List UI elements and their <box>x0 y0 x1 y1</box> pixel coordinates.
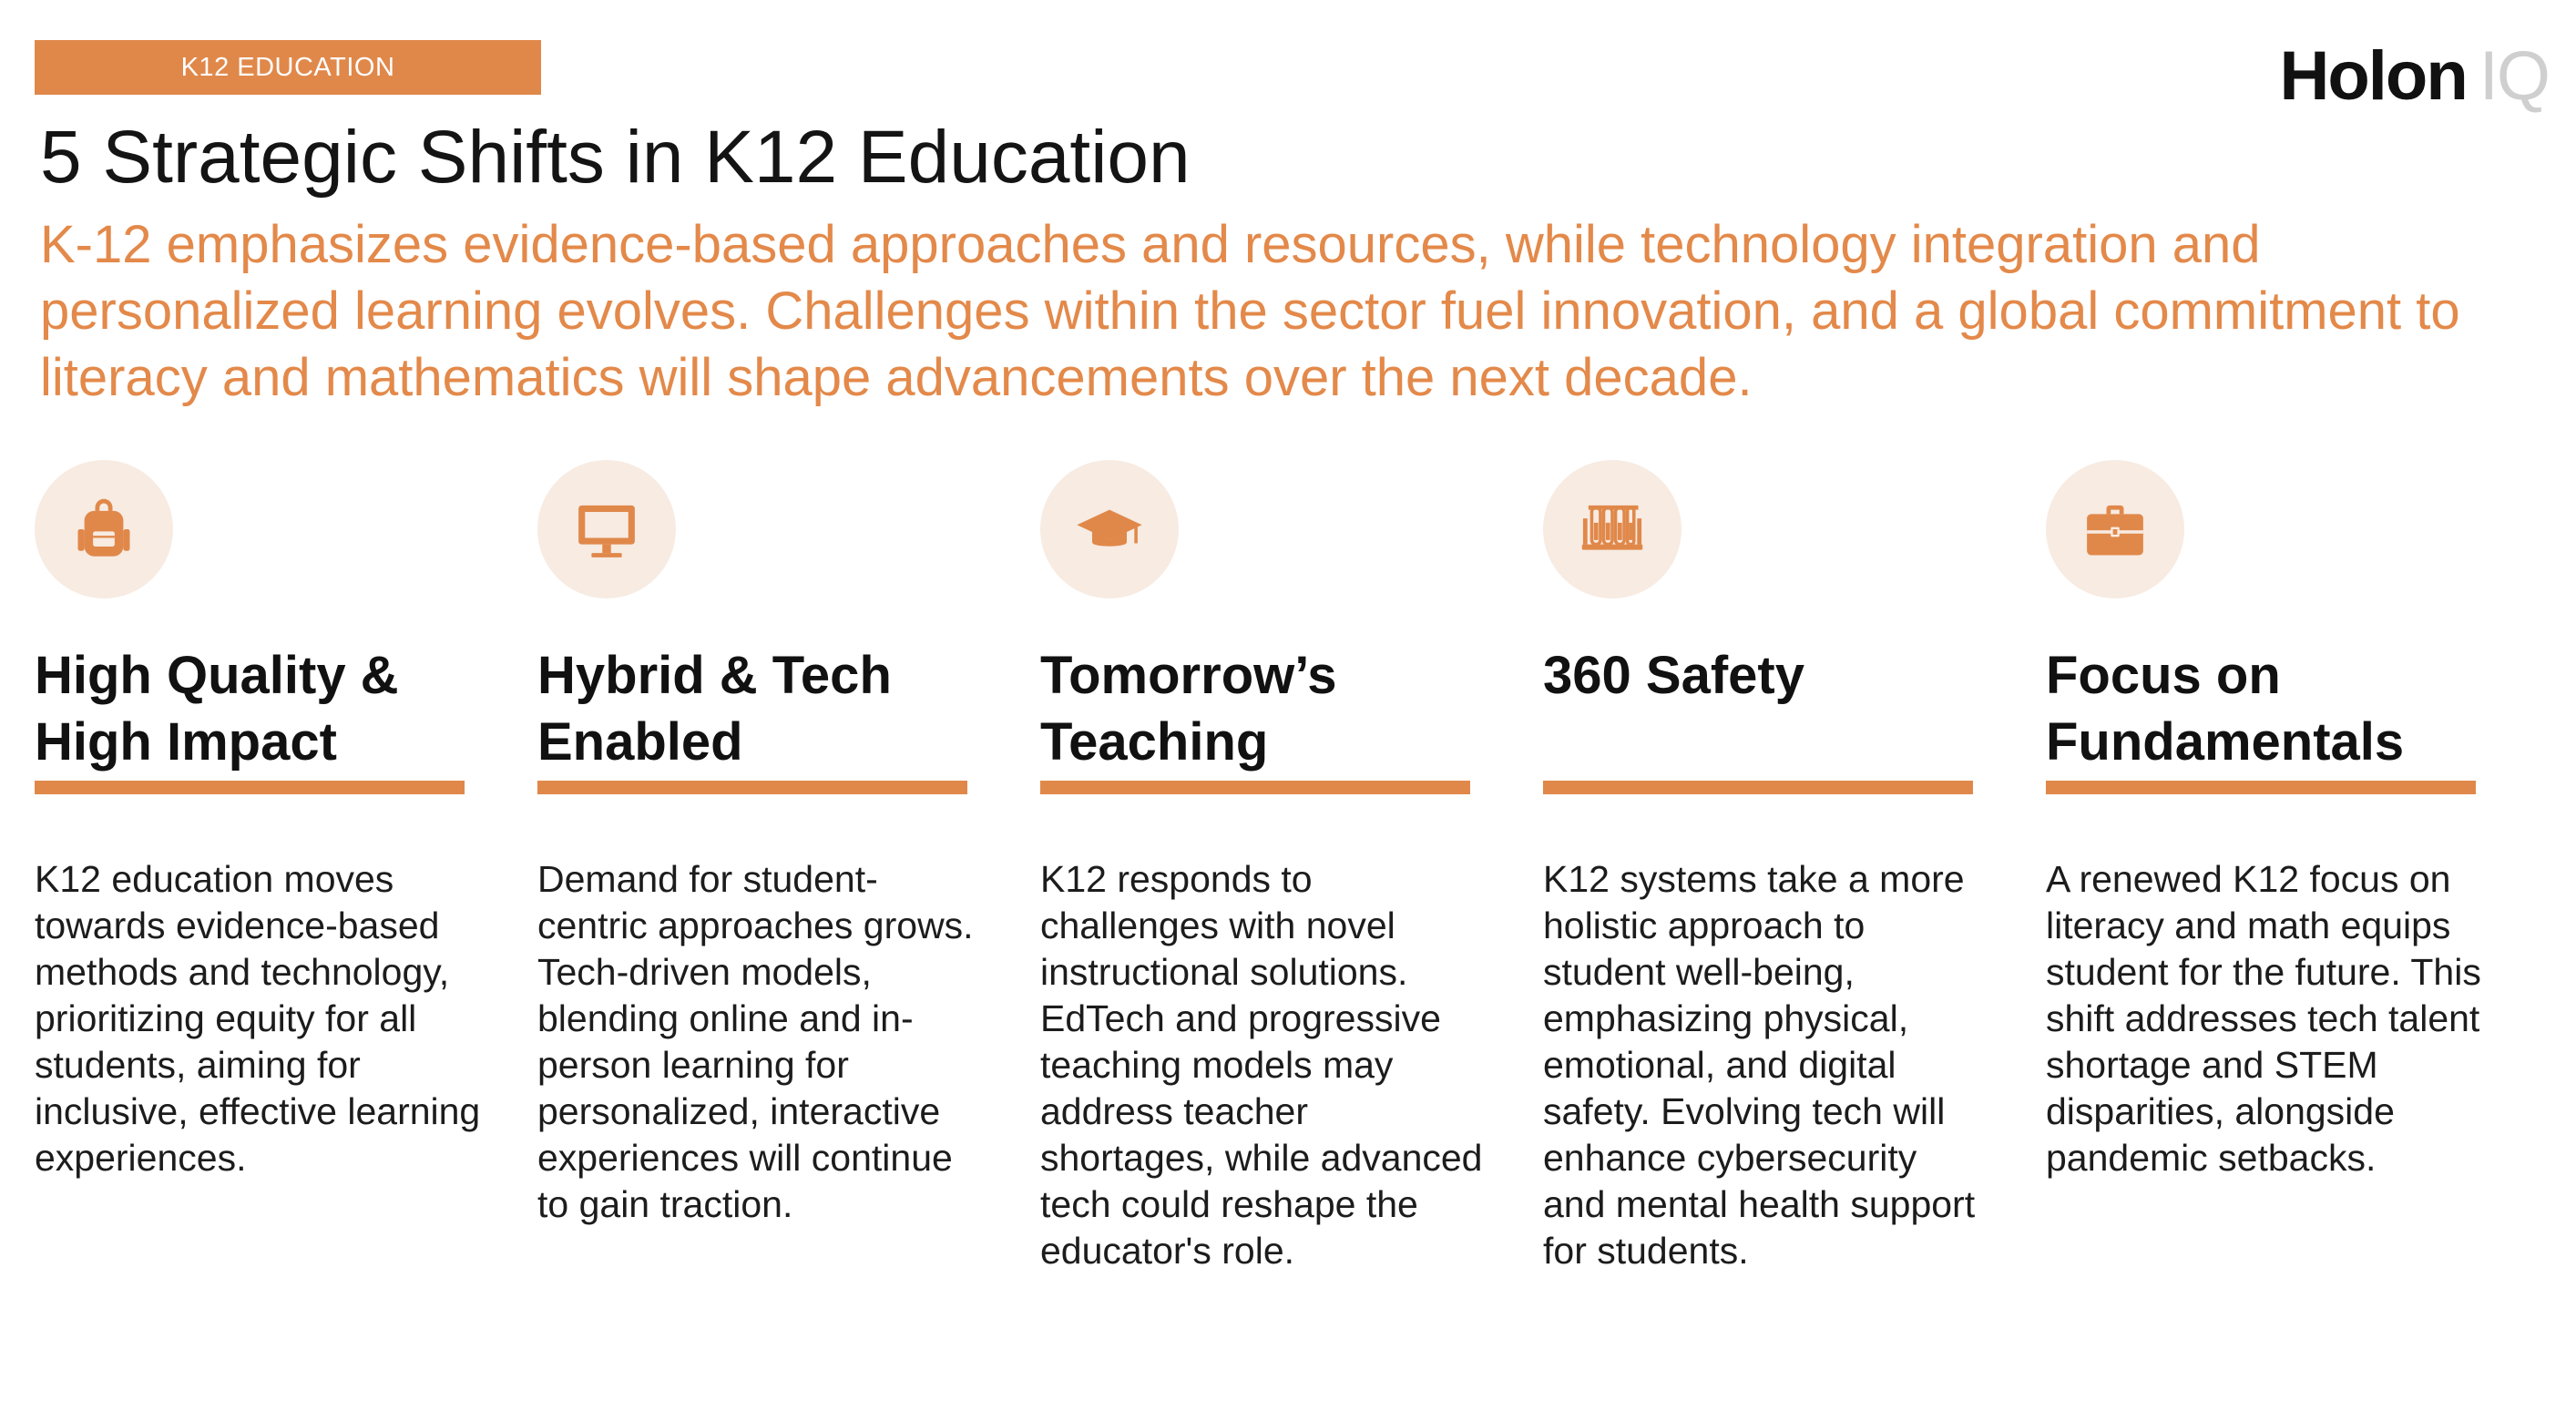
monitor-icon <box>572 495 641 564</box>
shift-description: A renewed K12 focus on literacy and math equips student for the future. This shift addresses tech talent shortage and STEM disparities, alongside pandemic setbacks. <box>2046 858 2481 1179</box>
shift-heading: 360 Safety <box>1543 646 1804 705</box>
briefcase-icon <box>2080 495 2150 564</box>
icon-circle <box>1543 460 1682 598</box>
shift-heading: High Quality & High Impact <box>35 646 399 772</box>
icon-circle <box>35 460 173 598</box>
logo-wordmark-iq: IQ <box>2479 37 2549 115</box>
backpack-icon <box>69 495 138 564</box>
test-tubes-icon <box>1578 495 1647 564</box>
heading-underline <box>35 781 465 794</box>
page-title: 5 Strategic Shifts in K12 Education <box>40 116 1191 199</box>
page-subtitle: K-12 emphasizes evidence-based approaches and resources, while technology integration and personalized learning evolves. Challenges within the sector fuel innovation, and a global commitment to literacy and mathematics will shape advancements over the next decade. <box>40 215 2460 407</box>
logo-wordmark-holon: Holon <box>2279 37 2467 115</box>
shift-description: K12 systems take a more holistic approach to student well-being, emphasizing physical, emotional, and digital safety. Evolving tech will enhance cybersecurity and mental health support for students. <box>1543 858 1976 1272</box>
shift-column-2 <box>537 460 993 1228</box>
graduation-cap-icon <box>1075 495 1144 564</box>
icon-circle <box>2046 460 2184 598</box>
shift-column-1 <box>35 460 490 1181</box>
heading-underline <box>537 781 967 794</box>
heading-underline <box>2046 781 2476 794</box>
shift-column-5 <box>2046 460 2501 1181</box>
heading-underline <box>1040 781 1470 794</box>
shift-heading: Tomorrow’s Teaching <box>1040 646 1337 772</box>
shift-description: K12 education moves towards evidence-based methods and technology, prioritizing equity for all students, aiming for inclusive, effective learning experiences. <box>35 858 481 1179</box>
category-tag: K12 EDUCATION <box>35 40 541 95</box>
shift-heading: Focus on Fundamentals <box>2046 646 2405 772</box>
heading-underline <box>1543 781 1973 794</box>
shift-heading: Hybrid & Tech Enabled <box>537 646 892 772</box>
icon-circle <box>1040 460 1179 598</box>
holoniq-logo <box>2279 31 2549 122</box>
shift-column-3 <box>1040 460 1496 1274</box>
icon-circle <box>537 460 676 598</box>
shift-column-4 <box>1543 460 1998 1274</box>
shift-description: K12 responds to challenges with novel instructional solutions. EdTech and progressive teaching models may address teacher shortages, while advanced tech could reshape the educator's role. <box>1040 858 1483 1272</box>
shift-description: Demand for student-centric approaches grows. Tech-driven models, blending online and in-person learning for personalized, interactive experiences will continue to gain traction. <box>537 858 974 1225</box>
